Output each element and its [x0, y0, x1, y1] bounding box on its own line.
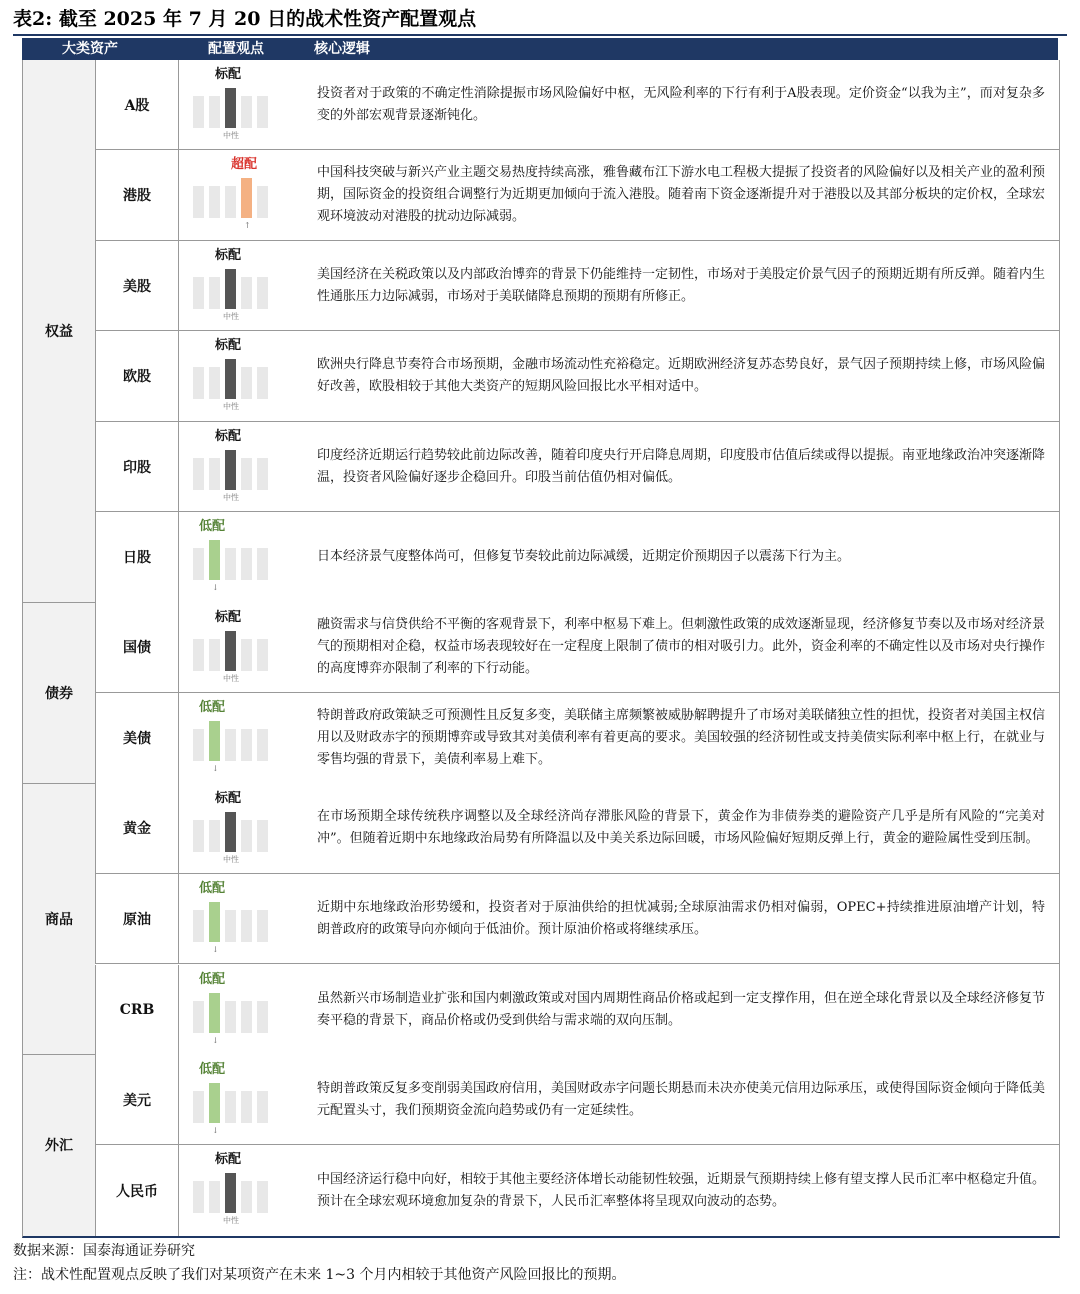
core-logic-cell	[317, 874, 1045, 963]
neutral-marker: ↓	[212, 583, 219, 593]
header-allocation-view: 配置观点	[208, 41, 264, 57]
rating-bar	[257, 548, 268, 580]
neutral-marker: 中性	[223, 673, 239, 683]
core-logic-cell	[317, 603, 1045, 692]
rating-bar-active	[225, 631, 236, 671]
table-row	[95, 1145, 1059, 1235]
rating-bar	[193, 1091, 204, 1123]
asset-name: 美债	[95, 693, 179, 783]
asset-name: 国债	[95, 603, 179, 692]
rating-bar	[241, 1091, 252, 1123]
rating-label: 标配	[215, 247, 242, 263]
rating-bar	[193, 639, 204, 671]
rating-label: 低配	[199, 971, 226, 987]
table-row	[95, 784, 1059, 874]
allocation-gauge	[193, 337, 313, 417]
neutral-marker: ↓	[212, 1125, 219, 1135]
neutral-marker: ↓	[212, 945, 219, 955]
rating-bar	[241, 1001, 252, 1033]
rating-bar	[225, 548, 236, 580]
core-logic-text: 融资需求与信贷供给不平衡的客观背景下，利率中枢易下难上。但刺激性政策的成效逐渐显现，经济修复节奏以及市场对经济景气的预期相对企稳，权益市场表现较好在一定程度上限制了债市的相对吸引力。此外，资金利率的不确定性以及市场对央行操作的高度博弈亦限制了利率的下行动能。	[317, 617, 1046, 677]
allocation-gauge	[193, 880, 313, 960]
table-row	[95, 874, 1059, 964]
core-logic-cell	[317, 150, 1045, 239]
neutral-marker: 中性	[223, 492, 239, 502]
core-logic-text: 在市场预期全球传统秩序调整以及全球经济尚存滞胀风险的背景下，黄金作为非债券类的避险资产几乎是所有风险的“完美对冲”。但随着近期中东地缘政治局势有所降温以及中美关系边际回暖，市场风险偏好短期反弹上行，黄金的避险属性受到压制。	[317, 809, 1045, 847]
rating-bar-active	[209, 1083, 220, 1123]
rating-bar	[193, 910, 204, 942]
asset-name: 原油	[95, 874, 179, 963]
asset-name: 美股	[95, 241, 179, 330]
rating-bar	[209, 458, 220, 490]
table-row	[95, 150, 1059, 240]
core-logic-cell	[317, 512, 1045, 602]
rating-bar	[241, 729, 252, 761]
core-logic-cell	[317, 1055, 1045, 1144]
rating-bar	[241, 910, 252, 942]
header-core-logic: 核心逻辑	[314, 41, 370, 57]
rating-bar	[257, 639, 268, 671]
allocation-gauge	[193, 1151, 313, 1231]
rating-bar	[257, 186, 268, 218]
rating-bar	[193, 96, 204, 128]
rating-bar	[225, 186, 236, 218]
table-row	[95, 603, 1059, 693]
rating-bar	[257, 1091, 268, 1123]
table-title: 表2: 截至 2025 年 7 月 20 日的战术性资产配置观点	[13, 8, 477, 30]
source-note: 数据来源：国泰海通证券研究	[13, 1243, 195, 1259]
allocation-gauge	[193, 971, 313, 1051]
core-logic-cell	[317, 965, 1045, 1055]
rating-bar-active	[241, 178, 252, 218]
neutral-marker: ↓	[212, 764, 219, 774]
rating-label: 标配	[215, 67, 242, 82]
table-header	[22, 38, 1058, 60]
asset-name: 人民币	[95, 1145, 179, 1235]
allocation-gauge	[193, 156, 313, 236]
asset-name: A股	[95, 60, 179, 149]
rating-bar	[241, 820, 252, 852]
allocation-gauge	[193, 790, 313, 870]
rating-bar	[209, 367, 220, 399]
rating-bar	[193, 367, 204, 399]
neutral-marker: ↓	[212, 1035, 219, 1045]
core-logic-cell	[317, 60, 1045, 149]
rating-label: 低配	[199, 700, 226, 716]
core-logic-text: 投资者对于政策的不确定性消除提振市场风险偏好中枢，无风险利率的下行有利于A股表现。定价资金“以我为主”，而对复杂多变的外部宏观背景逐渐钝化。	[317, 85, 1045, 123]
header-asset-class: 大类资产	[62, 41, 118, 57]
core-logic-text: 中国经济运行稳中向好，相较于其他主要经济体增长动能韧性较强，近期景气预期持续上修有望支撑人民币汇率中枢稳定升值。预计在全球宏观环境愈加复杂的背景下，人民币汇率整体将呈现双向波动的态势。	[317, 1171, 1046, 1209]
asset-name: CRB	[95, 965, 179, 1055]
asset-category: 商品	[23, 784, 95, 1055]
title-rule	[13, 34, 1067, 36]
allocation-table	[22, 60, 1060, 1238]
rating-bar	[225, 1001, 236, 1033]
neutral-marker: 中性	[223, 402, 239, 412]
rating-bar	[225, 1091, 236, 1123]
rating-bar	[193, 820, 204, 852]
core-logic-text: 近期中东地缘政治形势缓和，投资者对于原油供给的担忧减弱;全球原油需求仍相对偏弱，OPEC+持续推进原油增产计划，特朗普政府的政策导向亦倾向于低油价。预计原油价格或将继续承压。	[317, 899, 1045, 937]
rating-label: 标配	[215, 428, 242, 444]
rating-bar	[257, 96, 268, 128]
rating-bar	[193, 277, 204, 309]
rating-bar	[209, 820, 220, 852]
core-logic-text: 日本经济景气度整体尚可，但修复节奏较此前边际减缓，近期定价预期因子以震荡下行为主。	[317, 549, 851, 565]
rating-bar	[257, 820, 268, 852]
rating-bar-active	[225, 88, 236, 128]
allocation-gauge	[193, 428, 313, 508]
rating-bar	[241, 96, 252, 128]
rating-bar	[209, 1181, 220, 1213]
rating-bar	[257, 458, 268, 490]
allocation-gauge	[193, 1061, 313, 1141]
core-logic-cell	[317, 422, 1045, 511]
rating-label: 标配	[215, 1152, 242, 1168]
core-logic-text: 特朗普政策反复多变削弱美国政府信用，美国财政赤字问题长期悬而未决亦使美元信用边际承压，或使得国际资金倾向于降低美元配置头寸，我们预期资金流向趋势或仍有一定延续性。	[317, 1080, 1046, 1118]
rating-bar	[209, 186, 220, 218]
core-logic-cell	[317, 1145, 1045, 1235]
core-logic-cell	[317, 241, 1045, 330]
asset-name: 美元	[95, 1055, 179, 1144]
rating-label: 低配	[199, 1061, 226, 1077]
rating-bar-active	[209, 540, 220, 580]
rating-bar-active	[225, 812, 236, 852]
table-row	[95, 60, 1059, 150]
asset-name: 黄金	[95, 784, 179, 873]
allocation-gauge	[193, 609, 313, 689]
core-logic-text: 美国经济在关税政策以及内部政治博弈的背景下仍能维持一定韧性，市场对于美股定价景气因子的预期近期有所反弹。随着内生性通胀压力边际减弱，市场对于美联储降息预期的预期有所修正。	[317, 266, 1046, 304]
allocation-gauge	[193, 518, 313, 598]
rating-bar	[193, 1181, 204, 1213]
rating-bar	[225, 729, 236, 761]
rating-bar	[193, 729, 204, 761]
asset-category: 债券	[23, 603, 95, 784]
rating-bar-active	[225, 359, 236, 399]
table-row	[95, 693, 1059, 783]
core-logic-text: 印度经济近期运行趋势较此前边际改善，随着印度央行开启降息周期，印度股市估值后续或得以提振。南亚地缘政治冲突逐渐降温，投资者风险偏好逐步企稳回升。印股当前估值仍相对偏低。	[317, 447, 1046, 485]
rating-label: 低配	[199, 881, 226, 897]
table-row	[95, 422, 1059, 512]
core-logic-cell	[317, 331, 1045, 420]
asset-name: 印股	[95, 422, 179, 511]
rating-label: 超配	[231, 157, 258, 173]
rating-bar	[193, 186, 204, 218]
allocation-gauge	[193, 699, 313, 779]
rating-bar-active	[225, 450, 236, 490]
rating-bar	[209, 639, 220, 671]
table-row	[95, 331, 1059, 421]
table-row	[95, 965, 1059, 1055]
rating-bar	[209, 277, 220, 309]
rating-label: 标配	[215, 609, 242, 625]
rating-bar	[257, 729, 268, 761]
rating-bar	[257, 367, 268, 399]
rating-bar	[241, 639, 252, 671]
core-logic-text: 中国科技突破与新兴产业主题交易热度持续高涨，雅鲁藏布江下游水电工程极大提振了投资者的风险偏好以及相关产业的盈利预期，国际资金的投资组合调整行为近期更加倾向于流入港股。随着南下资金逐渐提升对于港股以及其部分板块的定价权，全球宏观环境波动对港股的扰动边际减弱。	[317, 165, 1046, 225]
asset-category: 外汇	[23, 1055, 95, 1236]
rating-bar	[241, 1181, 252, 1213]
core-logic-text: 特朗普政府政策缺乏可预测性且反复多变，美联储主席频繁被威胁解聘提升了市场对美联储独立性的担忧，投资者对美国主权信用以及财政赤字的预期博弈或导致其对美债利率有着更高的要求。美国较强的经济韧性或支持美债实际利率中枢上行，在就业与零售均强的背景下，美债利率易上难下。	[317, 708, 1046, 768]
table-row	[95, 1055, 1059, 1145]
rating-bar	[209, 96, 220, 128]
rating-bar-active	[225, 1173, 236, 1213]
asset-category: 权益	[23, 60, 95, 603]
neutral-marker: 中性	[223, 131, 239, 140]
neutral-marker: ↑	[244, 221, 251, 231]
core-logic-text: 虽然新兴市场制造业扩张和国内刺激政策或对国内周期性商品价格或起到一定支撑作用，但在逆全球化背景以及全球经济修复节奏平稳的背景下，商品价格或仍受到供给与需求端的双向压制。	[317, 990, 1046, 1028]
rating-bar	[257, 1001, 268, 1033]
rating-label: 低配	[199, 519, 226, 535]
rating-bar	[225, 910, 236, 942]
rating-bar-active	[225, 269, 236, 309]
neutral-marker: 中性	[223, 854, 239, 864]
asset-name: 日股	[95, 512, 179, 602]
neutral-marker: 中性	[223, 311, 239, 321]
asset-name: 欧股	[95, 331, 179, 420]
rating-bar	[241, 277, 252, 309]
rating-bar	[241, 458, 252, 490]
allocation-gauge	[193, 66, 313, 146]
rating-bar	[241, 367, 252, 399]
allocation-gauge	[193, 247, 313, 327]
core-logic-cell	[317, 784, 1045, 873]
rating-bar	[257, 277, 268, 309]
neutral-marker: 中性	[223, 1216, 239, 1226]
core-logic-cell	[317, 693, 1045, 783]
rating-bar-active	[209, 902, 220, 942]
table-row	[95, 512, 1059, 602]
rating-bar	[193, 458, 204, 490]
rating-bar-active	[209, 721, 220, 761]
rating-bar	[193, 1001, 204, 1033]
table-row	[95, 241, 1059, 331]
asset-name: 港股	[95, 150, 179, 239]
rating-bar	[193, 548, 204, 580]
rating-bar	[257, 1181, 268, 1213]
rating-bar-active	[209, 993, 220, 1033]
rating-bar	[241, 548, 252, 580]
rating-label: 标配	[215, 338, 242, 354]
rating-bar	[257, 910, 268, 942]
rating-label: 标配	[215, 790, 242, 806]
core-logic-text: 欧洲央行降息节奏符合市场预期，金融市场流动性充裕稳定。近期欧洲经济复苏态势良好，景气因子预期持续上修，市场风险偏好改善，欧股相较于其他大类资产的短期风险回报比水平相对适中。	[317, 357, 1046, 395]
footnote: 注：战术性配置观点反映了我们对某项资产在未来 1~3 个月内相较于其他资产风险回报比的预期。	[13, 1267, 626, 1283]
